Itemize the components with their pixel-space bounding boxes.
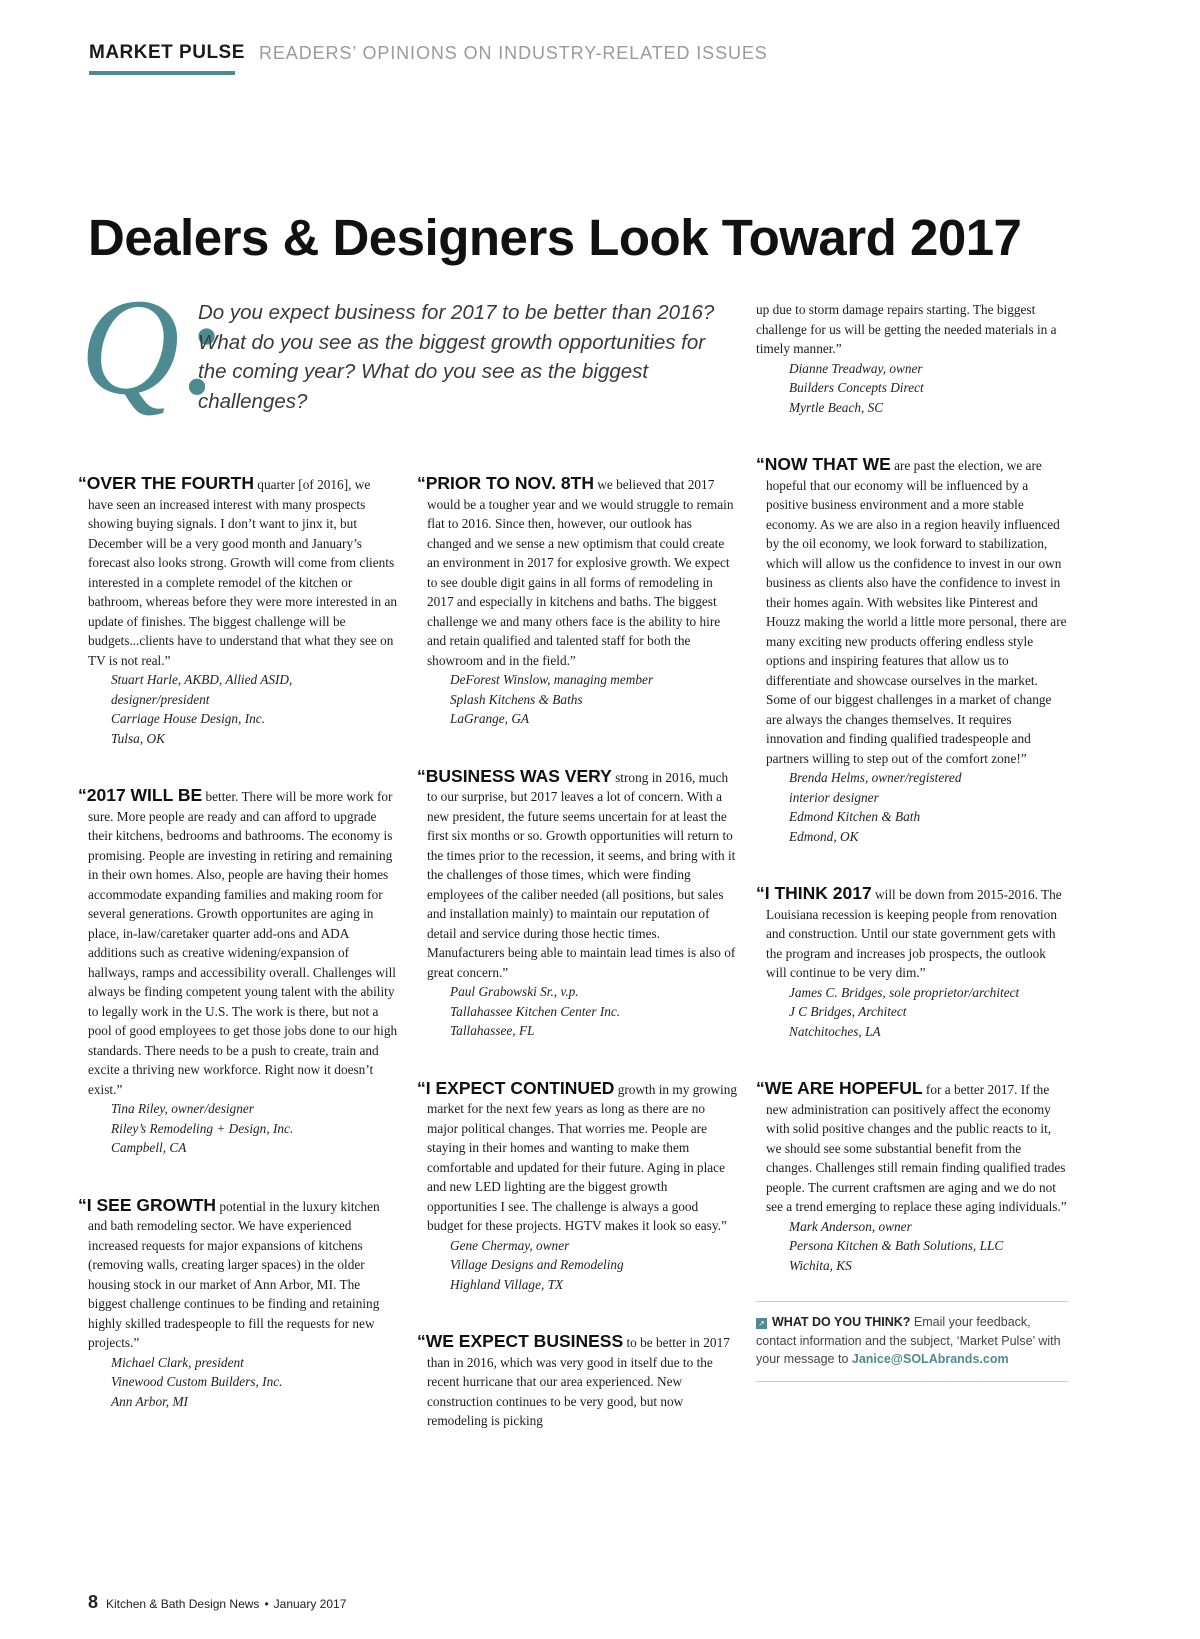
spacer: [78, 748, 398, 786]
attribution-line: Tallahassee Kitchen Center Inc.: [450, 1003, 621, 1019]
attribution-line: Stuart Harle, AKBD, Allied ASID,: [111, 672, 293, 687]
footer-separator: •: [264, 1597, 269, 1611]
quote-attribution: [111, 670, 398, 748]
question-text: Do you expect business for 2017 to be better than 2016? What do you see as the biggest growth opportunities for the coming year? What do you see as the biggest challenges?: [198, 301, 715, 413]
attribution-line: Campbell, CA: [111, 1140, 187, 1155]
column-3: [756, 300, 1068, 1382]
quote-lead: “BUSINESS WAS VERY: [417, 765, 612, 786]
quote-lead: “WE EXPECT BUSINESS: [417, 1331, 624, 1351]
arrow-icon: ↗: [756, 1318, 767, 1329]
quote-attribution: [450, 670, 737, 729]
quote-paragraph: [417, 1079, 737, 1236]
attribution-line: Edmond Kitchen & Bath: [789, 809, 921, 824]
quote-lead: “NOW THAT WE: [756, 454, 891, 474]
quote-body: we believed that 2017 would be a tougher year and we would struggle to remain flat to 2016. Since then, however, our outlook has changed and we sense a new optimism that could create an environment in 2017 for explosive growth. We expect to see double digit gains in all forms of remodeling in 2017 and especially in kitchens and baths. The biggest challenge we and many others face is the ability to hire and retain qualified and talented staff for both the showroom and in the field.”: [427, 477, 734, 668]
quote-continuation: up due to storm damage repairs starting. The biggest challenge for us will be getting the needed materials in a timely manner.”: [756, 302, 1057, 356]
quote-body: to be better in 2017 than in 2016, which was very good in itself due to the recent hurricane that our area experienced. New construction continues to be very good, but now remodeling is picking: [427, 1335, 730, 1428]
quote-lead: “I EXPECT CONTINUED: [417, 1077, 615, 1098]
attribution-line: Wichita, KS: [789, 1257, 852, 1273]
quote-attribution: [789, 1217, 1068, 1276]
column-2: [417, 474, 737, 1431]
quote-paragraph: [78, 1196, 398, 1353]
quote-lead: “OVER THE FOURTH: [78, 473, 254, 493]
quote-attribution: [111, 1099, 398, 1158]
quote-attribution: [111, 1353, 398, 1412]
page-footer: [88, 1592, 346, 1613]
quote-body: growth in my growing market for the next few years as long as there are no major political changes. That worries me. People are staying in their homes and wanting to make them comfortable and updated for their future. Aging in place and new LED lighting are the biggest growth opportunities I see. The challenge is always a good budget for these projects. HGTV makes it look so easy.”: [427, 1081, 738, 1233]
quote-paragraph: [417, 474, 737, 670]
attribution-line: Brenda Helms, owner/registered: [789, 770, 962, 785]
attribution-line: DeForest Winslow, managing member: [450, 672, 654, 687]
attribution-line: Village Designs and Remodeling: [450, 1257, 624, 1272]
section-subtitle: READERS’ OPINIONS ON INDUSTRY-RELATED ISSUES: [259, 43, 768, 63]
quote-body: potential in the luxury kitchen and bath remodeling sector. We have experienced increased requests for major expansions of kitchens (removing walls, creating larger spaces) in the older housing stock in our market of Ann Arbor, MI. The biggest challenge continues to be finding and retaining highly skilled tradespeople to fill the requests for new projects.”: [88, 1198, 380, 1350]
spacer: [78, 1158, 398, 1196]
spacer: [417, 1294, 737, 1332]
quote-lead: “2017 WILL BE: [78, 785, 203, 805]
attribution-line: Vinewood Custom Builders, Inc.: [111, 1374, 283, 1389]
attribution-line: Paul Grabowski Sr., v.p.: [450, 984, 579, 999]
quote-paragraph: [756, 884, 1068, 983]
quote-body: will be down from 2015-2016. The Louisiana recession is keeping people from renovation and construction. Until our state government gets with the program and increases job prospects, the outlook will continue to be very dim.”: [766, 887, 1062, 980]
attribution-line: Tallahassee, FL: [450, 1023, 535, 1038]
quote-body: better. There will be more work for sure. More people are ready and can afford to upgrade their kitchens, bedrooms and bathrooms. The economy is promising. People are investing in retiring and remaining in their own homes. Also, people are having their homes accommodate expanding families and making room for several generations. Growth opportunites are aging in place, in-law/caretaker quarter add-ons and ADA additions such as creative widening/expansion of hallways, ramps and accessibility overall. Challenges will always be finding competent young talent with the ability to legally work in the U.S. The work is there, but not a pool of good employees to get those jobs done to our high standards. There needs to be a push to create, train and excite a thriving new workforce. Right now it doesn’t exist.”: [88, 789, 398, 1097]
attribution-line: Michael Clark, president: [111, 1354, 244, 1370]
spacer: [756, 417, 1068, 455]
quote-paragraph: [756, 1079, 1068, 1217]
attribution-line: LaGrange, GA: [450, 711, 530, 726]
attribution-line: Splash Kitchens & Baths: [450, 691, 583, 707]
quote-lead: “WE ARE HOPEFUL: [756, 1078, 923, 1098]
quote-attribution: [450, 1236, 737, 1295]
page-number: 8: [88, 1592, 99, 1612]
quote-attribution: [789, 768, 1068, 846]
spacer: [417, 1041, 737, 1079]
attribution-line: Riley’s Remodeling + Design, Inc.: [111, 1120, 294, 1136]
quote-attribution: [789, 983, 1068, 1042]
attribution-line: Edmond, OK: [789, 828, 859, 844]
quote-lead: “I THINK 2017: [756, 883, 872, 903]
quote-body: quarter [of 2016], we have seen an increased interest with many prospects showing buying signals. I don’t want to jinx it, but December will be a very good month and January’s forecast also looks strong. Growth will come from clients interested in a complete remodel of the kitchen or bathroom, whereas before they were more interested in an update of finishes. The biggest challenge will be budgets...clients have to understand that what they see on TV is not real.”: [88, 477, 398, 668]
attribution-line: Dianne Treadway, owner: [789, 360, 923, 376]
quote-body: are past the election, we are hopeful that our economy will be influenced by a positive business environment and a more stable economy. As we are also in a region heavily influenced by the oil economy, we look forward to stabilization, which will allow us the confidence to invest in our own business as clients also have the confidence to invest in their homes again. With websites like Pinterest and Houzz making the world a little more personal, there are many exciting new products offering endless style options and inspiring features that allow us to differentiate and showcase ourselves in the market. Some of our biggest challenges in a market of change are always the changes themselves. It requires innovation and finding qualified tradespeople and partners willing to step out of the comfort zone!”: [766, 458, 1067, 766]
callout-text: Email your feedback, contact information and the subject, ‘Market Pulse’ with your message to: [756, 1315, 1061, 1366]
attribution-line: designer/president: [111, 691, 210, 707]
spacer: [756, 846, 1068, 884]
spacer: [756, 1041, 1068, 1079]
quote-paragraph: [78, 786, 398, 1099]
attribution-line: Builders Concepts Direct: [789, 380, 924, 395]
article-headline: Dealers & Designers Look Toward 2017: [88, 209, 1022, 266]
column-1: [78, 474, 398, 1411]
quote-lead: “PRIOR TO NOV. 8TH: [417, 473, 594, 493]
spacer: [417, 729, 737, 767]
attribution-line: J C Bridges, Architect: [789, 1004, 907, 1019]
section-underline: [89, 71, 235, 75]
attribution-line: Tulsa, OK: [111, 730, 165, 746]
quote-paragraph: [78, 474, 398, 670]
quote-paragraph: [417, 1332, 737, 1431]
publication-name: Kitchen & Bath Design News: [106, 1597, 260, 1611]
attribution-line: James C. Bridges, sole proprietor/architect: [789, 984, 1020, 1000]
quote-paragraph: [417, 767, 737, 983]
quote-lead: “I SEE GROWTH: [78, 1194, 217, 1215]
attribution-line: interior designer: [789, 789, 879, 805]
attribution-line: Carriage House Design, Inc.: [111, 711, 266, 726]
issue-date: January 2017: [273, 1597, 347, 1611]
attribution-line: Tina Riley, owner/designer: [111, 1101, 254, 1116]
question-mark-glyph: Q:: [80, 270, 226, 423]
quote-attribution: [789, 359, 1068, 418]
quote-body: for a better 2017. If the new administration can positively affect the economy with solid positive changes and the public reacts to it, we should see some substantial benefit from the changes. Challenges still remain finding qualified trades people. The current craftsmen are aging and we do not see a trend emerging to replace these aging individuals.”: [766, 1082, 1067, 1214]
attribution-line: Natchitoches, LA: [789, 1023, 881, 1039]
attribution-line: Persona Kitchen & Bath Solutions, LLC: [789, 1238, 1004, 1253]
feedback-callout: [756, 1301, 1068, 1382]
attribution-line: Ann Arbor, MI: [111, 1393, 188, 1409]
quote-attribution: [450, 982, 737, 1041]
attribution-line: Myrtle Beach, SC: [789, 399, 884, 415]
quote-body: strong in 2016, much to our surprise, but 2017 leaves a lot of concern. With a new president, the future seems uncertain for at least the first six months or so. Growth opportunities will return to the times prior to the recession, it seems, and bring with it the challenges of those times, which were finding employees of the caliber needed (all positions, but sales and installation mainly) to maintain our reputation of detail and service during those hectic times. Manufacturers being able to maintain lead times is also of great concern.”: [427, 769, 736, 980]
attribution-line: Gene Chermay, owner: [450, 1237, 570, 1253]
attribution-line: Highland Village, TX: [450, 1276, 564, 1292]
callout-lead: WHAT DO YOU THINK?: [772, 1315, 911, 1329]
quote-paragraph: [756, 455, 1068, 768]
attribution-line: Mark Anderson, owner: [789, 1218, 912, 1234]
section-label: MARKET PULSE: [89, 42, 245, 63]
feedback-email-link[interactable]: Janice@SOLAbrands.com: [851, 1352, 1009, 1366]
